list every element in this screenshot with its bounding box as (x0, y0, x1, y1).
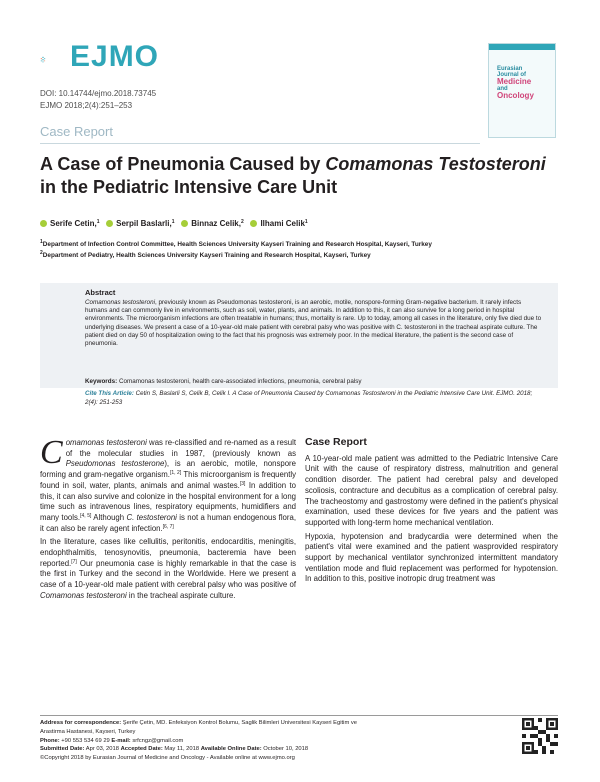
body-right-column (305, 437, 558, 588)
affiliation: $^2$Department of Pediatry, Health Sciences University Kayseri Training and Research Hospital, Kayseri, Turkey (40, 250, 371, 259)
paragraph: In the literature, cases like cellulitis, peritonitis, endocarditis, meningitis, endophthalmitis, tenosynovitis, pneumonia, bacteremia have been reported.[7] Our pneumonia case is highly remarkable in that the case is the first in Turkey and the second in the Worldwide. Here we present a case of a 10-year-old male patient with cerebral palsy who was positive of Comamonas testosteroni in the tracheal aspirate culture. (40, 537, 296, 600)
doi[interactable]: DOI: 10.14744/ejmo.2018.73745 (40, 89, 157, 98)
doi-block (40, 88, 156, 112)
body-left-column (40, 434, 296, 605)
ejmo-logo-mark (40, 40, 70, 80)
cover-title-line: Eurasian (497, 66, 523, 72)
cover-title-line: Medicine (497, 77, 532, 86)
section-heading: Case Report (305, 436, 367, 448)
footer-divider (40, 715, 558, 716)
author[interactable]: Binnaz Celik,$^2$ (181, 219, 244, 228)
author[interactable]: Serpil Baslarli,$^1$ (106, 219, 174, 228)
author[interactable]: Ilhami Celik$^1$ (250, 219, 307, 228)
affiliations (40, 239, 432, 261)
article-type: Case Report (40, 124, 113, 139)
author-list (40, 219, 308, 228)
ejmo-logo-text: EJMO (70, 40, 160, 73)
orcid-icon[interactable] (40, 220, 47, 227)
abstract-text: Comamonas testosteroni, previously known as Pseudomonas testosteroni, is an aerobic, motile, nonspore-forming Gram-negative bacterium. It rarely infects humans and can commonly live in environments, such as soil, water, plants, and animals. In addition to this, it can also survive for a long period in hospital environments. The microorganism infections are often treatable in humans; thus, mortality is rare. Up to today, among all cases in the literature, only five died due to underlying diseases. We present a case of a 10-year-old male patient with cerebral palsy who was positive with C. testosteroni in the tracheal aspirate culture. The patient died on day 50 of hospitalization owing to the fact that his prognosis was extremely poor. In the medical literature, the patient is the second case of pneumonia. (85, 299, 542, 348)
orcid-icon[interactable] (181, 220, 188, 227)
divider (40, 143, 480, 144)
orcid-icon[interactable] (250, 220, 257, 227)
qr-code-icon (522, 718, 558, 754)
affiliation: $^1$Department of Infection Control Committee, Health Sciences University Kayseri Training and Research Hospital, Kayseri, Turkey (40, 239, 432, 248)
paragraph: Comamonas testosteroni was re-classified and re-named as a result of the molecular studies in 1987, (previously known as Pseudomonas testosterone), is an aerobic, motile, nonspore forming and gram-negative organism.[1, 2] This microorganism is frequently found in soil, water, plants, animals and animal wastes.[3] In addition to this, it can also survive and colonize in the hospital environment for a long time such as intravenous lines, respiratory equipments, humidifiers and many tools.[4, 5] Although C. testosteroni is not a human endogenous flora, it can also be rarely agent infection.[6, 7] (40, 434, 296, 533)
cover-title-line: and (497, 86, 508, 92)
drop-cap: C (40, 434, 63, 471)
email-link[interactable]: srfcngz@gmail.com (130, 737, 184, 744)
abstract-heading: Abstract (85, 288, 116, 297)
cover-title-line: Journal of (497, 72, 527, 78)
paragraph: A 10-year-old male patient was admitted to the Pediatric Intensive Care Unit with the cause of respiratory distress, malnutrition and general condition disorder. The patient had cerebral palsy and developed scoliosis, contracture and decubitus as a complication of cerebral palsy. The tracheostomy and gastrostomy were defined in the patient's physical examination, used these devices for five years and the patient was supported with long-term home mechanical ventilation. (305, 453, 558, 527)
author[interactable]: Serife Cetin,$^1$ (40, 219, 99, 228)
keywords: Keywords: Comamonas testosteroni, health care-associated infections, pneumonia, cerebral palsy (85, 378, 362, 385)
journal-cover-thumbnail (488, 43, 556, 138)
article-title: A Case of Pneumonia Caused by Comamonas Testosteroni in the Pediatric Intensive Care Unit (40, 154, 546, 197)
paragraph: Hypoxia, hypotension and bradycardia were determined when the patient's vital were examined and the patient wasprovided respiratory support by mechanical ventilator synchronized intermittent mandatory ventilation mode and fluid replacement was performed for hypotension. In addition to this, positive inotropic drug treatment was (305, 531, 558, 584)
orcid-icon[interactable] (106, 220, 113, 227)
journal-citation: EJMO 2018;2(4):251–253 (40, 101, 133, 110)
cover-title-line: Oncology (497, 91, 534, 100)
cite-this-article: Cite This Article: Cetin S, Baslarli S, Celik B, Celik I. A Case of Pneumonia Caused by Comamonas Testosteroni in the Pediatric Intensive Care Unit. EJMO. 2018; 2(4): 251-253 (85, 390, 533, 406)
correspondence-footer: Address for correspondence: Şerife Çetin, MD. Enfeksiyon Kontrol Bolumu, Saglik Bilimleri Universitesi Kayseri Egitim ve Arastirma Hastanesi, Kayseri, Turkey Phone: +90 553 534 69 29 E-mail: srfcngz@gmail.com Submitted Date: Apr 03, 2018 Accepted Date: May 11, 2018 Available Online Date: October 10, 2018 ©Copyright 2018 by Eurasian Journal of Medicine and Oncology - Available online at www.ejmo.org (40, 720, 358, 762)
